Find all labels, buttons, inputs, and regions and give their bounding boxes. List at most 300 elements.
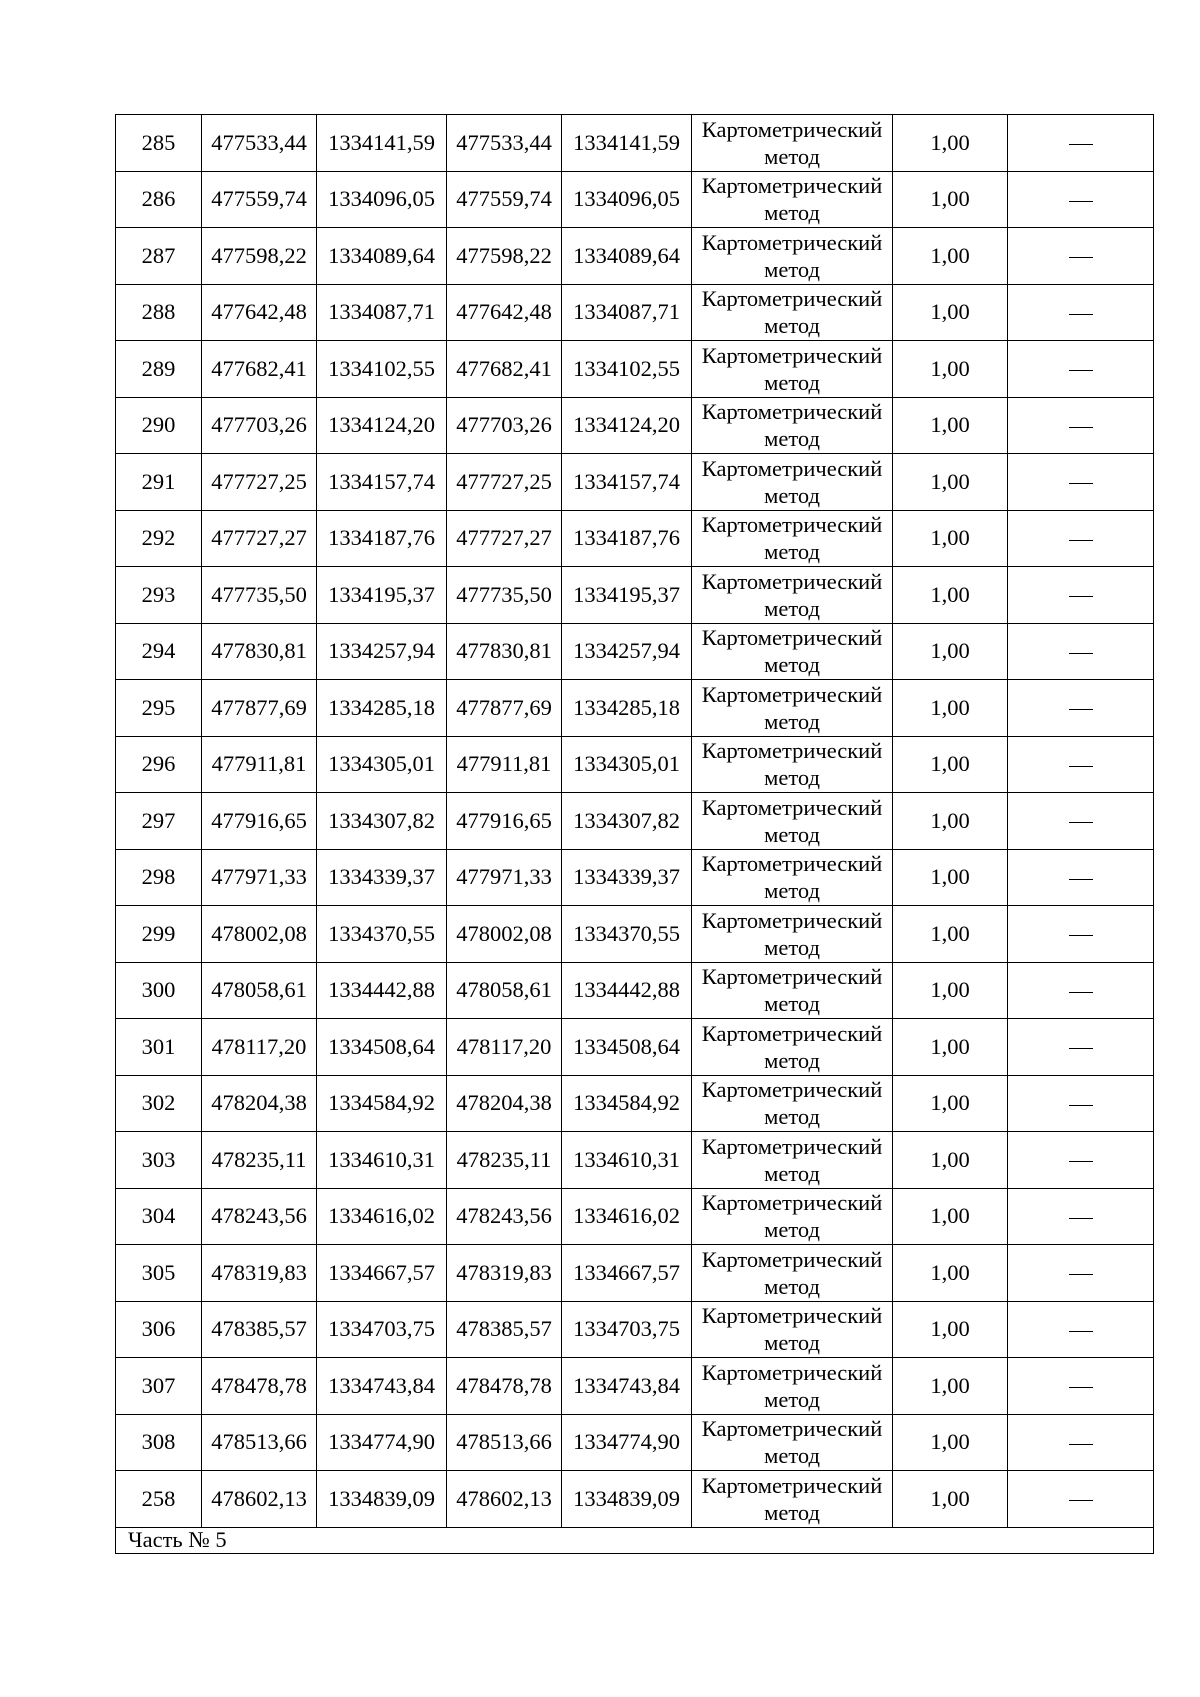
existing-x-cell: 478243,56 bbox=[202, 1188, 317, 1245]
empty-value-cell bbox=[1008, 736, 1154, 793]
point-number-cell: 290 bbox=[116, 397, 202, 454]
empty-value-cell bbox=[1008, 454, 1154, 511]
point-number-cell: 293 bbox=[116, 567, 202, 624]
point-number-cell: 297 bbox=[116, 793, 202, 850]
existing-x-cell: 478002,08 bbox=[202, 906, 317, 963]
existing-x-cell: 478602,13 bbox=[202, 1471, 317, 1528]
existing-y-cell: 1334370,55 bbox=[317, 906, 447, 963]
method-line-1: Картометрический bbox=[701, 1416, 883, 1442]
table-row bbox=[116, 1414, 1154, 1471]
existing-x-cell: 477727,27 bbox=[202, 510, 317, 567]
empty-value-cell bbox=[1008, 1471, 1154, 1528]
new-x-cell: 478058,61 bbox=[447, 962, 562, 1019]
accuracy-cell: 1,00 bbox=[893, 454, 1008, 511]
table-row bbox=[116, 849, 1154, 906]
existing-y-cell: 1334743,84 bbox=[317, 1358, 447, 1415]
dash-mark bbox=[1069, 540, 1093, 541]
existing-x-cell: 477642,48 bbox=[202, 284, 317, 341]
empty-value-cell bbox=[1008, 567, 1154, 624]
existing-x-cell: 477727,25 bbox=[202, 454, 317, 511]
empty-value-cell bbox=[1008, 623, 1154, 680]
empty-value-cell bbox=[1008, 962, 1154, 1019]
table-row bbox=[116, 1188, 1154, 1245]
method-cell bbox=[692, 567, 893, 624]
existing-x-cell: 478235,11 bbox=[202, 1132, 317, 1189]
point-number-cell: 308 bbox=[116, 1414, 202, 1471]
new-x-cell: 478602,13 bbox=[447, 1471, 562, 1528]
method-line-1: Картометрический bbox=[701, 907, 883, 933]
method-line-1: Картометрический bbox=[701, 738, 883, 764]
accuracy-cell: 1,00 bbox=[893, 1414, 1008, 1471]
new-x-cell: 477682,41 bbox=[447, 341, 562, 398]
existing-y-cell: 1334584,92 bbox=[317, 1075, 447, 1132]
existing-x-cell: 477559,74 bbox=[202, 171, 317, 228]
accuracy-cell: 1,00 bbox=[893, 849, 1008, 906]
table-row bbox=[116, 171, 1154, 228]
method-line-1: Картометрический bbox=[701, 625, 883, 651]
accuracy-cell: 1,00 bbox=[893, 1301, 1008, 1358]
method-cell bbox=[692, 397, 893, 454]
method-cell bbox=[692, 1132, 893, 1189]
method-line-2: метод bbox=[764, 1160, 820, 1186]
point-number-cell: 288 bbox=[116, 284, 202, 341]
empty-value-cell bbox=[1008, 171, 1154, 228]
method-line-2: метод bbox=[764, 934, 820, 960]
new-y-cell: 1334157,74 bbox=[562, 454, 692, 511]
method-line-2: метод bbox=[764, 200, 820, 226]
existing-x-cell: 477735,50 bbox=[202, 567, 317, 624]
table-row bbox=[116, 1245, 1154, 1302]
method-line-1: Картометрический bbox=[701, 116, 883, 142]
accuracy-cell: 1,00 bbox=[893, 1019, 1008, 1076]
new-x-cell: 478204,38 bbox=[447, 1075, 562, 1132]
method-line-2: метод bbox=[764, 821, 820, 847]
accuracy-cell: 1,00 bbox=[893, 1358, 1008, 1415]
table-row bbox=[116, 115, 1154, 172]
dash-mark bbox=[1069, 653, 1093, 654]
table-row bbox=[116, 962, 1154, 1019]
existing-y-cell: 1334285,18 bbox=[317, 680, 447, 737]
existing-y-cell: 1334157,74 bbox=[317, 454, 447, 511]
method-line-1: Картометрический bbox=[701, 1303, 883, 1329]
dash-mark bbox=[1069, 314, 1093, 315]
section-label: Часть № 5 bbox=[116, 1527, 1154, 1553]
new-x-cell: 477735,50 bbox=[447, 567, 562, 624]
table-row bbox=[116, 1075, 1154, 1132]
new-y-cell: 1334307,82 bbox=[562, 793, 692, 850]
method-line-2: метод bbox=[764, 1499, 820, 1525]
existing-y-cell: 1334257,94 bbox=[317, 623, 447, 680]
new-x-cell: 477727,27 bbox=[447, 510, 562, 567]
accuracy-cell: 1,00 bbox=[893, 567, 1008, 624]
new-x-cell: 478478,78 bbox=[447, 1358, 562, 1415]
existing-x-cell: 477916,65 bbox=[202, 793, 317, 850]
new-y-cell: 1334257,94 bbox=[562, 623, 692, 680]
existing-x-cell: 478385,57 bbox=[202, 1301, 317, 1358]
method-cell bbox=[692, 284, 893, 341]
new-y-cell: 1334339,37 bbox=[562, 849, 692, 906]
existing-y-cell: 1334703,75 bbox=[317, 1301, 447, 1358]
method-line-2: метод bbox=[764, 1443, 820, 1469]
point-number-cell: 296 bbox=[116, 736, 202, 793]
dash-mark bbox=[1069, 483, 1093, 484]
method-cell bbox=[692, 228, 893, 285]
empty-value-cell bbox=[1008, 284, 1154, 341]
method-line-1: Картометрический bbox=[701, 1472, 883, 1498]
dash-mark bbox=[1069, 1048, 1093, 1049]
point-number-cell: 291 bbox=[116, 454, 202, 511]
empty-value-cell bbox=[1008, 793, 1154, 850]
method-cell bbox=[692, 736, 893, 793]
existing-x-cell: 478513,66 bbox=[202, 1414, 317, 1471]
accuracy-cell: 1,00 bbox=[893, 1245, 1008, 1302]
new-y-cell: 1334743,84 bbox=[562, 1358, 692, 1415]
new-x-cell: 477642,48 bbox=[447, 284, 562, 341]
point-number-cell: 302 bbox=[116, 1075, 202, 1132]
empty-value-cell bbox=[1008, 510, 1154, 567]
new-x-cell: 477971,33 bbox=[447, 849, 562, 906]
method-line-1: Картометрический bbox=[701, 1246, 883, 1272]
existing-y-cell: 1334089,64 bbox=[317, 228, 447, 285]
method-cell bbox=[692, 1358, 893, 1415]
empty-value-cell bbox=[1008, 849, 1154, 906]
new-y-cell: 1334089,64 bbox=[562, 228, 692, 285]
method-cell bbox=[692, 1075, 893, 1132]
new-y-cell: 1334442,88 bbox=[562, 962, 692, 1019]
dash-mark bbox=[1069, 257, 1093, 258]
method-line-2: метод bbox=[764, 1273, 820, 1299]
new-x-cell: 477598,22 bbox=[447, 228, 562, 285]
dash-mark bbox=[1069, 1105, 1093, 1106]
existing-y-cell: 1334102,55 bbox=[317, 341, 447, 398]
new-x-cell: 478385,57 bbox=[447, 1301, 562, 1358]
table-row bbox=[116, 1019, 1154, 1076]
dash-mark bbox=[1069, 427, 1093, 428]
table-row bbox=[116, 793, 1154, 850]
method-line-1: Картометрический bbox=[701, 681, 883, 707]
empty-value-cell bbox=[1008, 341, 1154, 398]
method-line-1: Картометрический bbox=[701, 399, 883, 425]
dash-mark bbox=[1069, 201, 1093, 202]
new-x-cell: 478235,11 bbox=[447, 1132, 562, 1189]
empty-value-cell bbox=[1008, 1075, 1154, 1132]
accuracy-cell: 1,00 bbox=[893, 284, 1008, 341]
existing-y-cell: 1334096,05 bbox=[317, 171, 447, 228]
new-x-cell: 478002,08 bbox=[447, 906, 562, 963]
existing-y-cell: 1334141,59 bbox=[317, 115, 447, 172]
accuracy-cell: 1,00 bbox=[893, 906, 1008, 963]
accuracy-cell: 1,00 bbox=[893, 171, 1008, 228]
table-row bbox=[116, 397, 1154, 454]
dash-mark bbox=[1069, 822, 1093, 823]
point-number-cell: 305 bbox=[116, 1245, 202, 1302]
dash-mark bbox=[1069, 1444, 1093, 1445]
dash-mark bbox=[1069, 596, 1093, 597]
existing-y-cell: 1334195,37 bbox=[317, 567, 447, 624]
point-number-cell: 287 bbox=[116, 228, 202, 285]
existing-x-cell: 477877,69 bbox=[202, 680, 317, 737]
point-number-cell: 286 bbox=[116, 171, 202, 228]
existing-y-cell: 1334305,01 bbox=[317, 736, 447, 793]
point-number-cell: 306 bbox=[116, 1301, 202, 1358]
point-number-cell: 294 bbox=[116, 623, 202, 680]
new-y-cell: 1334187,76 bbox=[562, 510, 692, 567]
dash-mark bbox=[1069, 709, 1093, 710]
dash-mark bbox=[1069, 370, 1093, 371]
new-y-cell: 1334096,05 bbox=[562, 171, 692, 228]
method-line-1: Картометрический bbox=[701, 1077, 883, 1103]
table-row bbox=[116, 228, 1154, 285]
empty-value-cell bbox=[1008, 680, 1154, 737]
new-y-cell: 1334508,64 bbox=[562, 1019, 692, 1076]
method-cell bbox=[692, 1471, 893, 1528]
table-row bbox=[116, 680, 1154, 737]
method-cell bbox=[692, 1019, 893, 1076]
new-x-cell: 477703,26 bbox=[447, 397, 562, 454]
new-x-cell: 477911,81 bbox=[447, 736, 562, 793]
method-line-1: Картометрический bbox=[701, 964, 883, 990]
new-y-cell: 1334124,20 bbox=[562, 397, 692, 454]
accuracy-cell: 1,00 bbox=[893, 793, 1008, 850]
method-line-1: Картометрический bbox=[701, 1190, 883, 1216]
new-x-cell: 477559,74 bbox=[447, 171, 562, 228]
method-line-2: метод bbox=[764, 482, 820, 508]
dash-mark bbox=[1069, 766, 1093, 767]
existing-y-cell: 1334667,57 bbox=[317, 1245, 447, 1302]
accuracy-cell: 1,00 bbox=[893, 680, 1008, 737]
new-x-cell: 478243,56 bbox=[447, 1188, 562, 1245]
empty-value-cell bbox=[1008, 228, 1154, 285]
point-number-cell: 285 bbox=[116, 115, 202, 172]
method-cell bbox=[692, 171, 893, 228]
new-x-cell: 477877,69 bbox=[447, 680, 562, 737]
new-y-cell: 1334774,90 bbox=[562, 1414, 692, 1471]
point-number-cell: 289 bbox=[116, 341, 202, 398]
existing-x-cell: 477971,33 bbox=[202, 849, 317, 906]
table-row bbox=[116, 1132, 1154, 1189]
empty-value-cell bbox=[1008, 1132, 1154, 1189]
method-line-1: Картометрический bbox=[701, 173, 883, 199]
table-body bbox=[116, 115, 1154, 1554]
existing-x-cell: 478478,78 bbox=[202, 1358, 317, 1415]
new-x-cell: 478117,20 bbox=[447, 1019, 562, 1076]
new-x-cell: 477727,25 bbox=[447, 454, 562, 511]
method-line-1: Картометрический bbox=[701, 229, 883, 255]
method-cell bbox=[692, 906, 893, 963]
new-y-cell: 1334370,55 bbox=[562, 906, 692, 963]
new-x-cell: 478513,66 bbox=[447, 1414, 562, 1471]
method-cell bbox=[692, 793, 893, 850]
new-x-cell: 477830,81 bbox=[447, 623, 562, 680]
method-line-2: метод bbox=[764, 1330, 820, 1356]
empty-value-cell bbox=[1008, 1019, 1154, 1076]
existing-x-cell: 478204,38 bbox=[202, 1075, 317, 1132]
method-line-2: метод bbox=[764, 539, 820, 565]
point-number-cell: 307 bbox=[116, 1358, 202, 1415]
method-line-1: Картометрический bbox=[701, 568, 883, 594]
existing-y-cell: 1334610,31 bbox=[317, 1132, 447, 1189]
method-line-2: метод bbox=[764, 1047, 820, 1073]
new-x-cell: 478319,83 bbox=[447, 1245, 562, 1302]
accuracy-cell: 1,00 bbox=[893, 228, 1008, 285]
method-cell bbox=[692, 623, 893, 680]
method-line-2: метод bbox=[764, 878, 820, 904]
method-line-1: Картометрический bbox=[701, 851, 883, 877]
existing-x-cell: 477682,41 bbox=[202, 341, 317, 398]
existing-y-cell: 1334124,20 bbox=[317, 397, 447, 454]
point-number-cell: 298 bbox=[116, 849, 202, 906]
new-y-cell: 1334141,59 bbox=[562, 115, 692, 172]
new-y-cell: 1334839,09 bbox=[562, 1471, 692, 1528]
coordinates-table bbox=[115, 114, 1154, 1554]
method-line-1: Картометрический bbox=[701, 1133, 883, 1159]
method-cell bbox=[692, 510, 893, 567]
method-line-2: метод bbox=[764, 765, 820, 791]
existing-y-cell: 1334187,76 bbox=[317, 510, 447, 567]
empty-value-cell bbox=[1008, 115, 1154, 172]
accuracy-cell: 1,00 bbox=[893, 623, 1008, 680]
table-row bbox=[116, 1471, 1154, 1528]
new-x-cell: 477533,44 bbox=[447, 115, 562, 172]
method-line-2: метод bbox=[764, 595, 820, 621]
dash-mark bbox=[1069, 879, 1093, 880]
empty-value-cell bbox=[1008, 1245, 1154, 1302]
existing-x-cell: 477911,81 bbox=[202, 736, 317, 793]
existing-y-cell: 1334508,64 bbox=[317, 1019, 447, 1076]
existing-y-cell: 1334839,09 bbox=[317, 1471, 447, 1528]
accuracy-cell: 1,00 bbox=[893, 962, 1008, 1019]
table-row bbox=[116, 454, 1154, 511]
table-row bbox=[116, 736, 1154, 793]
new-y-cell: 1334102,55 bbox=[562, 341, 692, 398]
new-y-cell: 1334285,18 bbox=[562, 680, 692, 737]
method-cell bbox=[692, 849, 893, 906]
new-y-cell: 1334087,71 bbox=[562, 284, 692, 341]
existing-x-cell: 477533,44 bbox=[202, 115, 317, 172]
accuracy-cell: 1,00 bbox=[893, 736, 1008, 793]
existing-x-cell: 477830,81 bbox=[202, 623, 317, 680]
method-line-1: Картометрический bbox=[701, 455, 883, 481]
table-row bbox=[116, 906, 1154, 963]
table-row bbox=[116, 1301, 1154, 1358]
method-line-2: метод bbox=[764, 426, 820, 452]
method-line-2: метод bbox=[764, 1104, 820, 1130]
existing-x-cell: 478058,61 bbox=[202, 962, 317, 1019]
existing-x-cell: 478319,83 bbox=[202, 1245, 317, 1302]
empty-value-cell bbox=[1008, 1188, 1154, 1245]
dash-mark bbox=[1069, 1274, 1093, 1275]
method-line-2: метод bbox=[764, 256, 820, 282]
accuracy-cell: 1,00 bbox=[893, 341, 1008, 398]
table-row bbox=[116, 567, 1154, 624]
accuracy-cell: 1,00 bbox=[893, 1132, 1008, 1189]
dash-mark bbox=[1069, 1500, 1093, 1501]
point-number-cell: 303 bbox=[116, 1132, 202, 1189]
new-y-cell: 1334667,57 bbox=[562, 1245, 692, 1302]
existing-x-cell: 477703,26 bbox=[202, 397, 317, 454]
method-line-1: Картометрический bbox=[701, 286, 883, 312]
new-y-cell: 1334616,02 bbox=[562, 1188, 692, 1245]
method-cell bbox=[692, 454, 893, 511]
empty-value-cell bbox=[1008, 397, 1154, 454]
existing-x-cell: 477598,22 bbox=[202, 228, 317, 285]
point-number-cell: 304 bbox=[116, 1188, 202, 1245]
new-y-cell: 1334610,31 bbox=[562, 1132, 692, 1189]
existing-y-cell: 1334307,82 bbox=[317, 793, 447, 850]
existing-x-cell: 478117,20 bbox=[202, 1019, 317, 1076]
existing-y-cell: 1334442,88 bbox=[317, 962, 447, 1019]
method-line-2: метод bbox=[764, 313, 820, 339]
method-line-2: метод bbox=[764, 1217, 820, 1243]
method-cell bbox=[692, 680, 893, 737]
method-line-1: Картометрический bbox=[701, 512, 883, 538]
point-number-cell: 300 bbox=[116, 962, 202, 1019]
empty-value-cell bbox=[1008, 1414, 1154, 1471]
existing-y-cell: 1334087,71 bbox=[317, 284, 447, 341]
existing-y-cell: 1334339,37 bbox=[317, 849, 447, 906]
empty-value-cell bbox=[1008, 906, 1154, 963]
new-x-cell: 477916,65 bbox=[447, 793, 562, 850]
point-number-cell: 299 bbox=[116, 906, 202, 963]
method-cell bbox=[692, 1301, 893, 1358]
new-y-cell: 1334584,92 bbox=[562, 1075, 692, 1132]
method-line-1: Картометрический bbox=[701, 342, 883, 368]
table-row bbox=[116, 341, 1154, 398]
method-cell bbox=[692, 1188, 893, 1245]
accuracy-cell: 1,00 bbox=[893, 1188, 1008, 1245]
dash-mark bbox=[1069, 992, 1093, 993]
accuracy-cell: 1,00 bbox=[893, 397, 1008, 454]
empty-value-cell bbox=[1008, 1358, 1154, 1415]
method-line-2: метод bbox=[764, 991, 820, 1017]
method-line-1: Картометрический bbox=[701, 1020, 883, 1046]
accuracy-cell: 1,00 bbox=[893, 115, 1008, 172]
accuracy-cell: 1,00 bbox=[893, 510, 1008, 567]
method-cell bbox=[692, 962, 893, 1019]
dash-mark bbox=[1069, 1331, 1093, 1332]
table-row bbox=[116, 284, 1154, 341]
empty-value-cell bbox=[1008, 1301, 1154, 1358]
accuracy-cell: 1,00 bbox=[893, 1471, 1008, 1528]
dash-mark bbox=[1069, 1218, 1093, 1219]
accuracy-cell: 1,00 bbox=[893, 1075, 1008, 1132]
existing-y-cell: 1334774,90 bbox=[317, 1414, 447, 1471]
table-row bbox=[116, 623, 1154, 680]
point-number-cell: 295 bbox=[116, 680, 202, 737]
existing-y-cell: 1334616,02 bbox=[317, 1188, 447, 1245]
new-y-cell: 1334195,37 bbox=[562, 567, 692, 624]
new-y-cell: 1334703,75 bbox=[562, 1301, 692, 1358]
method-line-2: метод bbox=[764, 143, 820, 169]
section-footer-row bbox=[116, 1527, 1154, 1553]
table-row bbox=[116, 510, 1154, 567]
method-line-2: метод bbox=[764, 369, 820, 395]
table-row bbox=[116, 1358, 1154, 1415]
point-number-cell: 258 bbox=[116, 1471, 202, 1528]
method-cell bbox=[692, 1414, 893, 1471]
dash-mark bbox=[1069, 935, 1093, 936]
method-cell bbox=[692, 115, 893, 172]
method-cell bbox=[692, 341, 893, 398]
method-line-1: Картометрический bbox=[701, 1359, 883, 1385]
dash-mark bbox=[1069, 144, 1093, 145]
method-line-2: метод bbox=[764, 708, 820, 734]
method-cell bbox=[692, 1245, 893, 1302]
dash-mark bbox=[1069, 1161, 1093, 1162]
point-number-cell: 301 bbox=[116, 1019, 202, 1076]
method-line-2: метод bbox=[764, 652, 820, 678]
point-number-cell: 292 bbox=[116, 510, 202, 567]
